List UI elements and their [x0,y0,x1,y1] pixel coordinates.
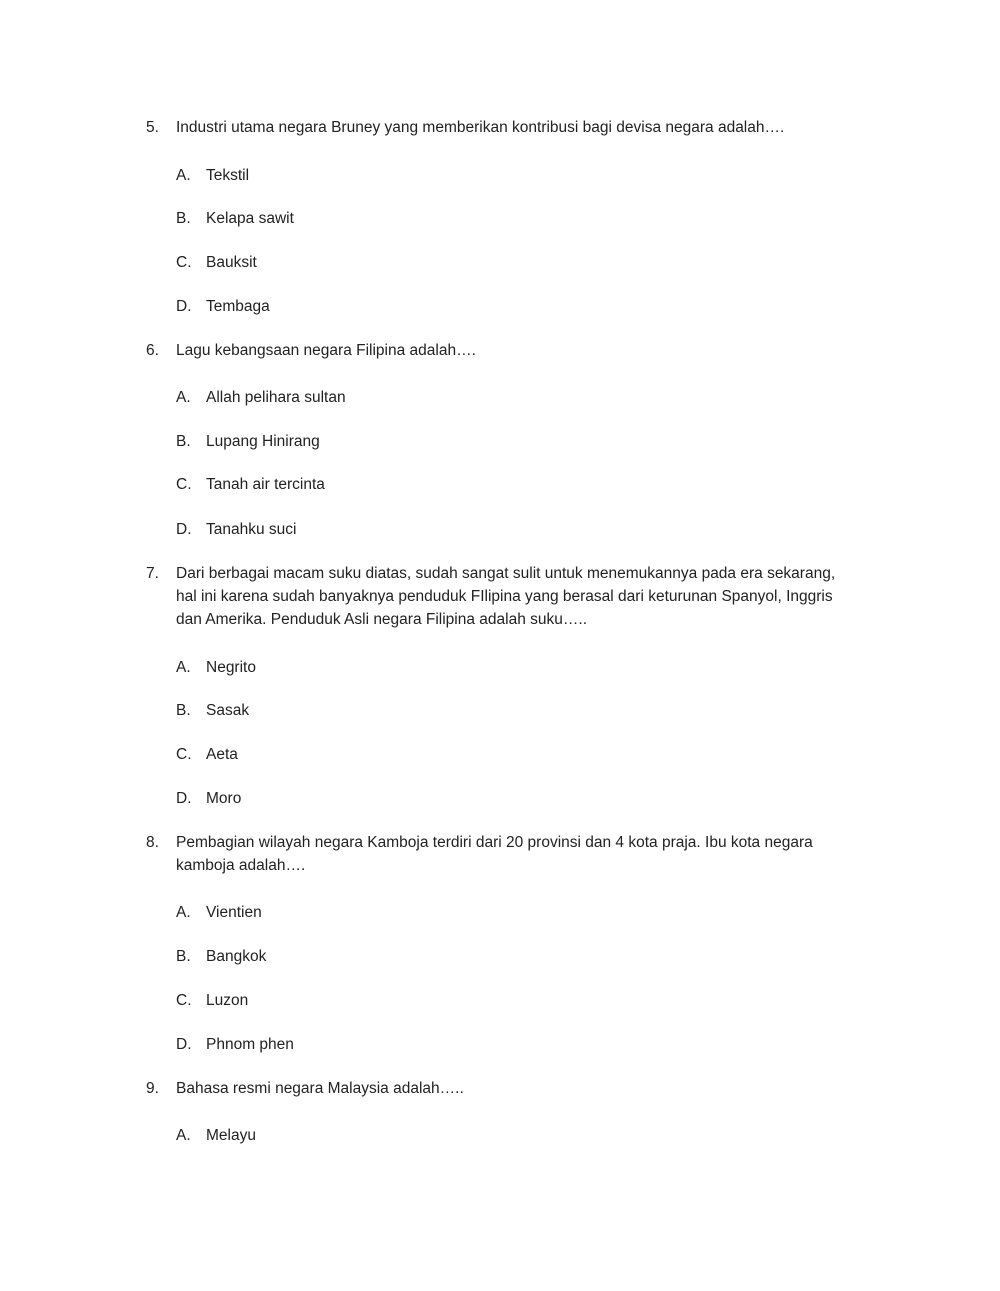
question-text: Dari berbagai macam suku diatas, sudah sangat sulit untuk menemukannya pada era sekarang, [176,565,836,582]
option-text[interactable]: Phnom phen [206,1036,294,1053]
question-number: 6. [146,342,159,359]
question-number: 8. [146,834,159,851]
option-letter: C. [176,746,192,763]
option-text[interactable]: Kelapa sawit [206,210,294,227]
option-letter: C. [176,476,192,493]
option-letter: D. [176,1036,192,1053]
question-number: 5. [146,119,159,136]
option-text[interactable]: Tembaga [206,298,270,315]
question-number: 7. [146,565,159,582]
option-letter: C. [176,992,192,1009]
option-letter: A. [176,659,191,676]
option-text[interactable]: Bangkok [206,948,267,965]
option-letter: B. [176,433,191,450]
question-text: Pembagian wilayah negara Kamboja terdiri dari 20 provinsi dan 4 kota praja. Ibu kota negara [176,834,813,851]
option-text[interactable]: Melayu [206,1127,256,1144]
option-letter: A. [176,167,191,184]
question-text: kamboja adalah…. [176,857,306,874]
question-text: Industri utama negara Bruney yang memberikan kontribusi bagi devisa negara adalah…. [176,119,785,136]
option-text[interactable]: Luzon [206,992,249,1009]
option-text[interactable]: Aeta [206,746,238,763]
option-text[interactable]: Bauksit [206,254,257,271]
question-text: Bahasa resmi negara Malaysia adalah….. [176,1080,464,1097]
option-letter: A. [176,904,191,921]
option-text[interactable]: Allah pelihara sultan [206,389,346,406]
option-text[interactable]: Tanahku suci [206,521,297,538]
question-number: 9. [146,1080,159,1097]
option-letter: D. [176,521,192,538]
option-letter: B. [176,210,191,227]
option-letter: A. [176,389,191,406]
option-text[interactable]: Negrito [206,659,256,676]
question-text: Lagu kebangsaan negara Filipina adalah…. [176,342,476,359]
option-letter: D. [176,298,192,315]
option-letter: A. [176,1127,191,1144]
option-text[interactable]: Moro [206,790,242,807]
option-text[interactable]: Vientien [206,904,262,921]
option-text[interactable]: Sasak [206,702,250,719]
option-letter: B. [176,702,191,719]
option-text[interactable]: Lupang Hinirang [206,433,320,450]
question-text: dan Amerika. Penduduk Asli negara Filipina adalah suku….. [176,611,587,628]
option-text[interactable]: Tekstil [206,167,250,184]
question-text: hal ini karena sudah banyaknya penduduk FIlipina yang berasal dari keturunan Spanyol, Inggris [176,588,833,605]
option-text[interactable]: Tanah air tercinta [206,476,325,493]
option-letter: B. [176,948,191,965]
option-letter: D. [176,790,192,807]
option-letter: C. [176,254,192,271]
